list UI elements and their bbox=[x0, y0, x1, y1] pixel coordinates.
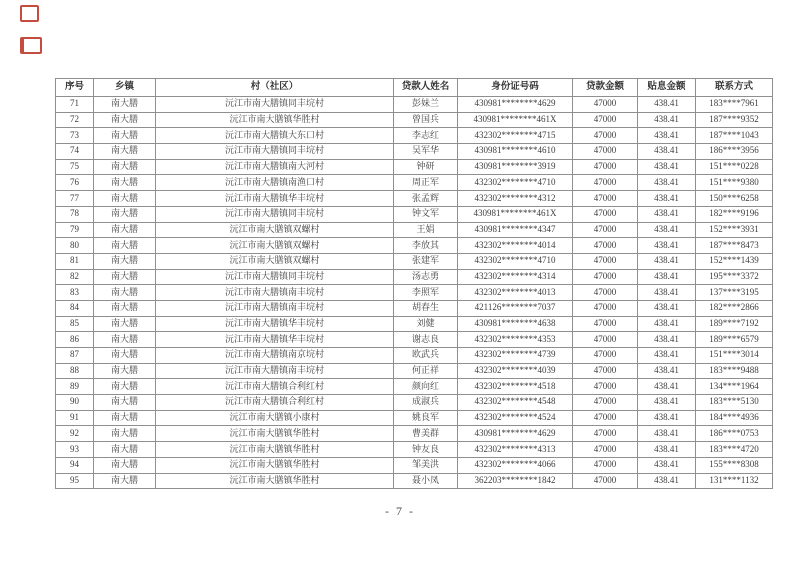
col-id-number: 432302********4312 bbox=[458, 191, 573, 207]
col-id-number: 432302********4518 bbox=[458, 379, 573, 395]
col-contact: 151****9380 bbox=[696, 175, 773, 191]
col-borrower-name: 刘健 bbox=[394, 316, 458, 332]
col-town: 南大膳 bbox=[94, 253, 156, 269]
col-subsidy-amount: 438.41 bbox=[638, 316, 696, 332]
col-index: 92 bbox=[56, 426, 94, 442]
col-loan-amount: 47000 bbox=[573, 442, 638, 458]
col-id-number: 432302********4715 bbox=[458, 128, 573, 144]
col-subsidy-amount: 438.41 bbox=[638, 206, 696, 222]
col-index: 74 bbox=[56, 144, 94, 160]
col-town: 南大膳 bbox=[94, 316, 156, 332]
col-contact: 183****4720 bbox=[696, 442, 773, 458]
col-subsidy-amount: 438.41 bbox=[638, 97, 696, 113]
col-loan-amount: 47000 bbox=[573, 457, 638, 473]
col-id-number: 432302********4039 bbox=[458, 363, 573, 379]
col-borrower-name: 周正军 bbox=[394, 175, 458, 191]
col-village: 沅江市南大膳镇小康村 bbox=[156, 410, 394, 426]
col-loan-amount: 47000 bbox=[573, 238, 638, 254]
col-subsidy-amount: 438.41 bbox=[638, 144, 696, 160]
col-index: 76 bbox=[56, 175, 94, 191]
col-contact: 183****9488 bbox=[696, 363, 773, 379]
col-borrower-name: 钟友良 bbox=[394, 442, 458, 458]
col-id-number: 432302********4710 bbox=[458, 175, 573, 191]
col-contact: 151****3014 bbox=[696, 348, 773, 364]
col-town: 南大膳 bbox=[94, 222, 156, 238]
col-village: 沅江市南大膳镇同丰垸村 bbox=[156, 206, 394, 222]
col-loan-amount: 47000 bbox=[573, 316, 638, 332]
table-row bbox=[56, 97, 773, 113]
col-subsidy-amount: 438.41 bbox=[638, 332, 696, 348]
col-town: 南大膳 bbox=[94, 442, 156, 458]
col-borrower-name: 曾国兵 bbox=[394, 112, 458, 128]
table-row bbox=[56, 285, 773, 301]
col-town: 南大膳 bbox=[94, 332, 156, 348]
col-village: 沅江市南大膳镇南丰垸村 bbox=[156, 285, 394, 301]
col-village: 沅江市南大膳镇同丰垸村 bbox=[156, 269, 394, 285]
col-loan-amount: 47000 bbox=[573, 300, 638, 316]
col-index: 84 bbox=[56, 300, 94, 316]
col-id-number: 432302********4014 bbox=[458, 238, 573, 254]
col-loan-amount: 47000 bbox=[573, 97, 638, 113]
col-borrower-name: 曹美群 bbox=[394, 426, 458, 442]
col-index: 77 bbox=[56, 191, 94, 207]
col-id-number: 432302********4013 bbox=[458, 285, 573, 301]
col-index: 83 bbox=[56, 285, 94, 301]
col-town: 南大膳 bbox=[94, 128, 156, 144]
table-row bbox=[56, 426, 773, 442]
col-village: 沅江市南大膳镇同丰垸村 bbox=[156, 97, 394, 113]
table-row bbox=[56, 144, 773, 160]
col-loan-amount: 47000 bbox=[573, 175, 638, 191]
col-index: 81 bbox=[56, 253, 94, 269]
header-col-index: 序号 bbox=[56, 79, 94, 97]
col-borrower-name: 彭妹兰 bbox=[394, 97, 458, 113]
col-contact: 183****7961 bbox=[696, 97, 773, 113]
col-loan-amount: 47000 bbox=[573, 144, 638, 160]
header-col-borrower-name: 贷款人姓名 bbox=[394, 79, 458, 97]
col-index: 78 bbox=[56, 206, 94, 222]
table-row bbox=[56, 128, 773, 144]
col-index: 95 bbox=[56, 473, 94, 489]
header-col-loan-amount: 贷款金额 bbox=[573, 79, 638, 97]
table-row bbox=[56, 191, 773, 207]
col-subsidy-amount: 438.41 bbox=[638, 363, 696, 379]
col-town: 南大膳 bbox=[94, 159, 156, 175]
col-subsidy-amount: 438.41 bbox=[638, 253, 696, 269]
col-town: 南大膳 bbox=[94, 426, 156, 442]
col-town: 南大膳 bbox=[94, 269, 156, 285]
col-contact: 134****1964 bbox=[696, 379, 773, 395]
col-loan-amount: 47000 bbox=[573, 112, 638, 128]
col-loan-amount: 47000 bbox=[573, 191, 638, 207]
header-col-town: 乡镇 bbox=[94, 79, 156, 97]
col-index: 72 bbox=[56, 112, 94, 128]
col-village: 沅江市南大膳镇大东口村 bbox=[156, 128, 394, 144]
table-row bbox=[56, 395, 773, 411]
col-borrower-name: 聂小凤 bbox=[394, 473, 458, 489]
col-village: 沅江市南大膳镇南大河村 bbox=[156, 159, 394, 175]
col-contact: 182****2866 bbox=[696, 300, 773, 316]
col-borrower-name: 谢志良 bbox=[394, 332, 458, 348]
col-borrower-name: 欧武兵 bbox=[394, 348, 458, 364]
col-loan-amount: 47000 bbox=[573, 379, 638, 395]
header-col-village: 村（社区） bbox=[156, 79, 394, 97]
col-id-number: 430981********3919 bbox=[458, 159, 573, 175]
col-contact: 155****8308 bbox=[696, 457, 773, 473]
page-number: - 7 - bbox=[385, 504, 415, 518]
col-town: 南大膳 bbox=[94, 379, 156, 395]
header-col-subsidy-amount: 贴息金额 bbox=[638, 79, 696, 97]
table-row bbox=[56, 222, 773, 238]
col-index: 86 bbox=[56, 332, 94, 348]
col-town: 南大膳 bbox=[94, 238, 156, 254]
col-loan-amount: 47000 bbox=[573, 269, 638, 285]
col-index: 93 bbox=[56, 442, 94, 458]
col-index: 79 bbox=[56, 222, 94, 238]
col-subsidy-amount: 438.41 bbox=[638, 128, 696, 144]
col-id-number: 430981********4629 bbox=[458, 426, 573, 442]
col-id-number: 430981********4610 bbox=[458, 144, 573, 160]
col-loan-amount: 47000 bbox=[573, 159, 638, 175]
col-village: 沅江市南大膳镇南丰垸村 bbox=[156, 363, 394, 379]
col-subsidy-amount: 438.41 bbox=[638, 222, 696, 238]
col-contact: 151****0228 bbox=[696, 159, 773, 175]
col-contact: 187****9352 bbox=[696, 112, 773, 128]
table-row bbox=[56, 159, 773, 175]
col-town: 南大膳 bbox=[94, 363, 156, 379]
header-col-contact: 联系方式 bbox=[696, 79, 773, 97]
col-id-number: 430981********4629 bbox=[458, 97, 573, 113]
col-borrower-name: 李照军 bbox=[394, 285, 458, 301]
col-village: 沅江市南大膳镇华胜村 bbox=[156, 426, 394, 442]
col-loan-amount: 47000 bbox=[573, 222, 638, 238]
table-row bbox=[56, 457, 773, 473]
table-row bbox=[56, 473, 773, 489]
col-loan-amount: 47000 bbox=[573, 206, 638, 222]
col-borrower-name: 钟研 bbox=[394, 159, 458, 175]
col-id-number: 432302********4313 bbox=[458, 442, 573, 458]
col-contact: 182****9196 bbox=[696, 206, 773, 222]
col-village: 沅江市南大膳镇华胜村 bbox=[156, 442, 394, 458]
col-id-number: 432302********4066 bbox=[458, 457, 573, 473]
col-borrower-name: 胡春生 bbox=[394, 300, 458, 316]
col-contact: 189****7192 bbox=[696, 316, 773, 332]
header-col-id-number: 身份证号码 bbox=[458, 79, 573, 97]
col-subsidy-amount: 438.41 bbox=[638, 300, 696, 316]
col-id-number: 432302********4710 bbox=[458, 253, 573, 269]
col-contact: 186****3956 bbox=[696, 144, 773, 160]
loan-subsidy-table bbox=[55, 78, 773, 489]
col-loan-amount: 47000 bbox=[573, 395, 638, 411]
col-town: 南大膳 bbox=[94, 97, 156, 113]
col-contact: 184****4936 bbox=[696, 410, 773, 426]
col-subsidy-amount: 438.41 bbox=[638, 473, 696, 489]
col-subsidy-amount: 438.41 bbox=[638, 379, 696, 395]
col-subsidy-amount: 438.41 bbox=[638, 348, 696, 364]
col-subsidy-amount: 438.41 bbox=[638, 457, 696, 473]
col-contact: 152****3931 bbox=[696, 222, 773, 238]
col-contact: 131****1132 bbox=[696, 473, 773, 489]
col-index: 88 bbox=[56, 363, 94, 379]
col-id-number: 430981********4638 bbox=[458, 316, 573, 332]
col-town: 南大膳 bbox=[94, 206, 156, 222]
col-borrower-name: 张孟辉 bbox=[394, 191, 458, 207]
col-contact: 187****8473 bbox=[696, 238, 773, 254]
col-index: 82 bbox=[56, 269, 94, 285]
table-row bbox=[56, 175, 773, 191]
table-row bbox=[56, 112, 773, 128]
col-village: 沅江市南大膳镇南京垸村 bbox=[156, 348, 394, 364]
col-subsidy-amount: 438.41 bbox=[638, 191, 696, 207]
col-id-number: 430981********4347 bbox=[458, 222, 573, 238]
col-village: 沅江市南大膳镇华胜村 bbox=[156, 457, 394, 473]
col-village: 沅江市南大膳镇双螺村 bbox=[156, 253, 394, 269]
col-village: 沅江市南大膳镇双螺村 bbox=[156, 238, 394, 254]
col-index: 71 bbox=[56, 97, 94, 113]
col-village: 沅江市南大膳镇南渔口村 bbox=[156, 175, 394, 191]
col-borrower-name: 钟文军 bbox=[394, 206, 458, 222]
col-village: 沅江市南大膳镇同丰垸村 bbox=[156, 144, 394, 160]
col-village: 沅江市南大膳镇华胜村 bbox=[156, 112, 394, 128]
col-index: 90 bbox=[56, 395, 94, 411]
table-row bbox=[56, 348, 773, 364]
col-town: 南大膳 bbox=[94, 473, 156, 489]
col-town: 南大膳 bbox=[94, 144, 156, 160]
col-loan-amount: 47000 bbox=[573, 332, 638, 348]
col-subsidy-amount: 438.41 bbox=[638, 269, 696, 285]
table-header-row bbox=[56, 79, 773, 97]
table-row bbox=[56, 300, 773, 316]
red-stamp-icon bbox=[20, 5, 39, 22]
table-row bbox=[56, 316, 773, 332]
table-row bbox=[56, 363, 773, 379]
col-borrower-name: 李志红 bbox=[394, 128, 458, 144]
table-row bbox=[56, 253, 773, 269]
col-contact: 183****5130 bbox=[696, 395, 773, 411]
col-loan-amount: 47000 bbox=[573, 348, 638, 364]
col-loan-amount: 47000 bbox=[573, 473, 638, 489]
col-id-number: 421126********7037 bbox=[458, 300, 573, 316]
col-borrower-name: 张建军 bbox=[394, 253, 458, 269]
table-row bbox=[56, 442, 773, 458]
col-index: 91 bbox=[56, 410, 94, 426]
col-id-number: 432302********4739 bbox=[458, 348, 573, 364]
col-village: 沅江市南大膳镇华胜村 bbox=[156, 473, 394, 489]
table-row bbox=[56, 206, 773, 222]
col-subsidy-amount: 438.41 bbox=[638, 410, 696, 426]
table-row bbox=[56, 269, 773, 285]
col-borrower-name: 邹美洪 bbox=[394, 457, 458, 473]
col-id-number: 432302********4314 bbox=[458, 269, 573, 285]
col-town: 南大膳 bbox=[94, 348, 156, 364]
col-contact: 189****6579 bbox=[696, 332, 773, 348]
col-index: 87 bbox=[56, 348, 94, 364]
col-subsidy-amount: 438.41 bbox=[638, 112, 696, 128]
col-id-number: 432302********4548 bbox=[458, 395, 573, 411]
col-index: 73 bbox=[56, 128, 94, 144]
table-row bbox=[56, 332, 773, 348]
col-town: 南大膳 bbox=[94, 285, 156, 301]
col-subsidy-amount: 438.41 bbox=[638, 175, 696, 191]
col-contact: 195****3372 bbox=[696, 269, 773, 285]
col-village: 沅江市南大膳镇南丰垸村 bbox=[156, 300, 394, 316]
col-loan-amount: 47000 bbox=[573, 426, 638, 442]
col-loan-amount: 47000 bbox=[573, 363, 638, 379]
col-town: 南大膳 bbox=[94, 300, 156, 316]
col-loan-amount: 47000 bbox=[573, 285, 638, 301]
col-loan-amount: 47000 bbox=[573, 128, 638, 144]
col-village: 沅江市南大膳镇华丰垸村 bbox=[156, 316, 394, 332]
col-subsidy-amount: 438.41 bbox=[638, 238, 696, 254]
col-id-number: 430981********461X bbox=[458, 112, 573, 128]
col-borrower-name: 吴军华 bbox=[394, 144, 458, 160]
col-index: 94 bbox=[56, 457, 94, 473]
col-subsidy-amount: 438.41 bbox=[638, 285, 696, 301]
col-village: 沅江市南大膳镇双螺村 bbox=[156, 222, 394, 238]
col-contact: 150****6258 bbox=[696, 191, 773, 207]
col-borrower-name: 何正祥 bbox=[394, 363, 458, 379]
col-borrower-name: 李放其 bbox=[394, 238, 458, 254]
col-index: 89 bbox=[56, 379, 94, 395]
col-borrower-name: 王娟 bbox=[394, 222, 458, 238]
col-contact: 152****1439 bbox=[696, 253, 773, 269]
col-town: 南大膳 bbox=[94, 112, 156, 128]
col-town: 南大膳 bbox=[94, 191, 156, 207]
col-subsidy-amount: 438.41 bbox=[638, 442, 696, 458]
col-village: 沅江市南大膳镇华丰垸村 bbox=[156, 191, 394, 207]
col-borrower-name: 汤志勇 bbox=[394, 269, 458, 285]
table-row bbox=[56, 410, 773, 426]
col-contact: 186****0753 bbox=[696, 426, 773, 442]
col-town: 南大膳 bbox=[94, 457, 156, 473]
col-borrower-name: 颜向红 bbox=[394, 379, 458, 395]
col-id-number: 362203********1842 bbox=[458, 473, 573, 489]
col-village: 沅江市南大膳镇合利红村 bbox=[156, 379, 394, 395]
col-loan-amount: 47000 bbox=[573, 410, 638, 426]
col-contact: 187****1043 bbox=[696, 128, 773, 144]
col-index: 85 bbox=[56, 316, 94, 332]
col-subsidy-amount: 438.41 bbox=[638, 159, 696, 175]
col-contact: 137****3195 bbox=[696, 285, 773, 301]
col-town: 南大膳 bbox=[94, 395, 156, 411]
col-id-number: 432302********4353 bbox=[458, 332, 573, 348]
col-loan-amount: 47000 bbox=[573, 253, 638, 269]
col-id-number: 432302********4524 bbox=[458, 410, 573, 426]
col-subsidy-amount: 438.41 bbox=[638, 426, 696, 442]
red-stamp-icon bbox=[20, 37, 42, 54]
col-borrower-name: 成淑兵 bbox=[394, 395, 458, 411]
col-index: 75 bbox=[56, 159, 94, 175]
col-town: 南大膳 bbox=[94, 410, 156, 426]
table-row bbox=[56, 379, 773, 395]
col-index: 80 bbox=[56, 238, 94, 254]
col-id-number: 430981********461X bbox=[458, 206, 573, 222]
col-subsidy-amount: 438.41 bbox=[638, 395, 696, 411]
col-village: 沅江市南大膳镇华丰垸村 bbox=[156, 332, 394, 348]
col-village: 沅江市南大膳镇合利红村 bbox=[156, 395, 394, 411]
table-row bbox=[56, 238, 773, 254]
col-borrower-name: 姚良军 bbox=[394, 410, 458, 426]
col-town: 南大膳 bbox=[94, 175, 156, 191]
